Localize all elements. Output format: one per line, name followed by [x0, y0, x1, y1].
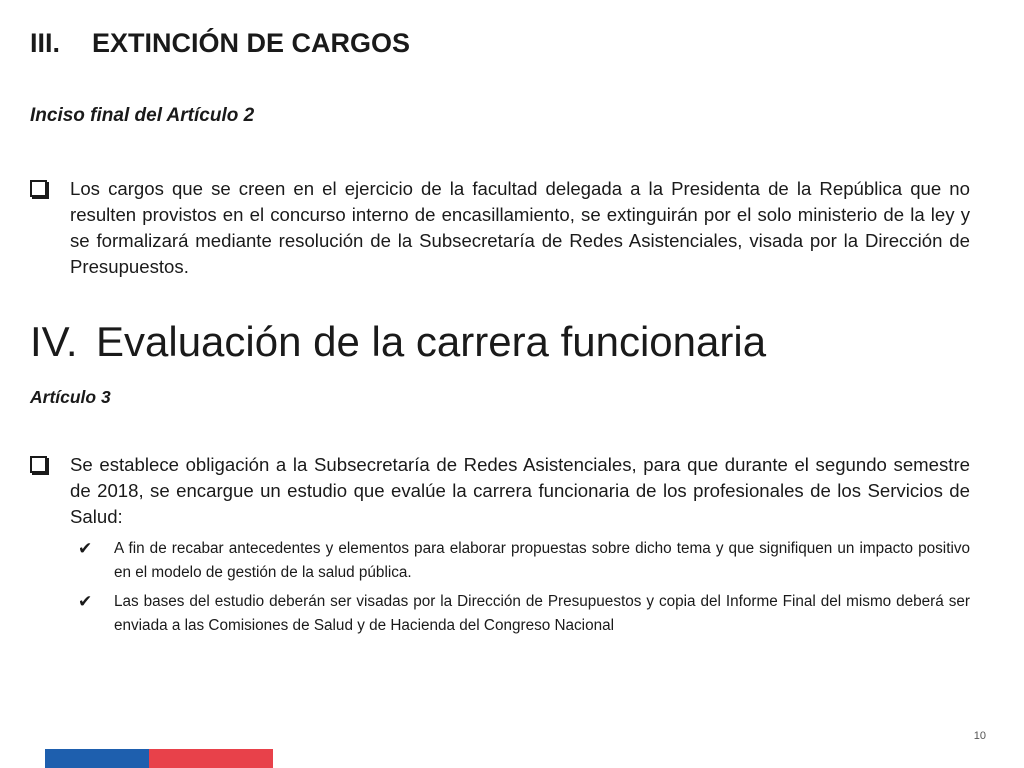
section-4-bullet [30, 452, 970, 530]
checkmark-icon: ✔ [78, 592, 93, 611]
flag-bar-red [149, 749, 273, 768]
check-item [78, 537, 970, 585]
section-3-heading [30, 28, 410, 59]
checkbox-bullet-icon [30, 180, 47, 197]
check-item-text: Las bases del estudio deberán ser visadas por la Dirección de Presupuestos y copia del Informe Final del mismo deberá ser enviada a las Comisiones de Salud y de Hacienda del Congreso Nacional [114, 593, 970, 634]
section-4-bullet-text: Se establece obligación a la Subsecretaría de Redes Asistenciales, para que durante el segundo semestre de 2018, se encargue un estudio que evalúe la carrera funcionaria de los profesionales de los Servicios de Salud: [70, 454, 970, 527]
section-4-title: Evaluación de la carrera funcionaria [96, 318, 767, 365]
page-number: 10 [973, 730, 986, 742]
section-4-heading [30, 318, 766, 366]
section-3-title: EXTINCIÓN DE CARGOS [92, 28, 411, 58]
check-item-text: A fin de recabar antecedentes y elementos para elaborar propuestas sobre dicho tema y que signifiquen un impacto positivo en el modelo de gestión de la salud pública. [114, 540, 970, 581]
section-3-subheading: Inciso final del Artículo 2 [30, 105, 255, 126]
section-4-subheading: Artículo 3 [30, 387, 111, 407]
section-3-number: III. [30, 28, 61, 58]
checkbox-bullet-icon [30, 456, 47, 473]
section-3-bullet [30, 176, 970, 280]
flag-bar-blue [45, 749, 149, 768]
check-item [78, 590, 970, 638]
section-4-number: IV. [30, 318, 78, 365]
section-3-bullet-text: Los cargos que se creen en el ejercicio de la facultad delegada a la Presidenta de la República que no resulten provistos en el concurso interno de encasillamiento, se extinguirán por el solo ministerio de la ley y se formalizará mediante resolución de la Subsecretaría de Redes Asistenciales, visada por la Dirección de Presupuestos. [70, 178, 970, 277]
checkmark-icon: ✔ [78, 539, 93, 558]
